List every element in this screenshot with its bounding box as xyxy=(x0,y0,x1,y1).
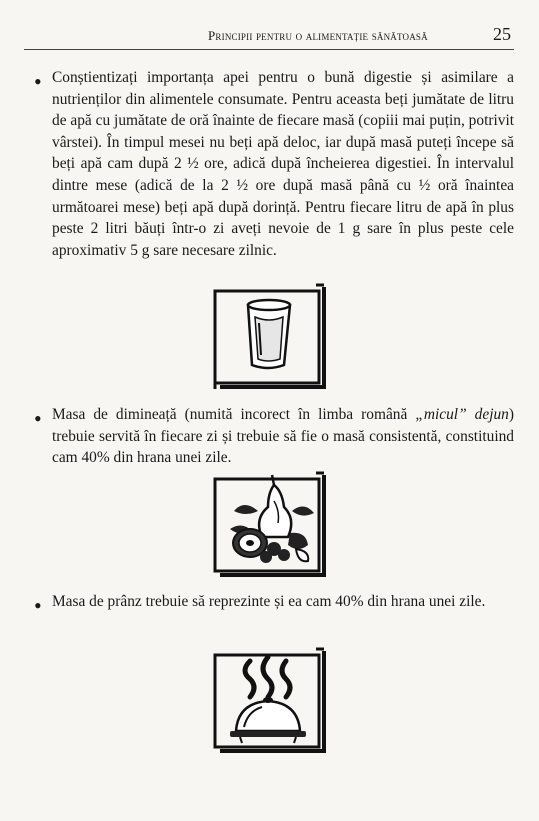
bullet-marker: • xyxy=(34,593,42,618)
bullet-marker: • xyxy=(34,69,42,94)
paragraph-lunch: Masa de prânz trebuie să reprezinte și ea cam 40% din hrana unei zile. xyxy=(52,593,486,610)
paragraph-breakfast: Masa de dimineață (numită incorect în limba română „micul” dejun) trebuie servită în fiecare zi și trebuie să fie o masă consistentă, constituind cam 40% din hrana unei zile. xyxy=(52,406,514,467)
water-glass-illustration xyxy=(212,283,330,391)
hot-dish-cloche-icon xyxy=(212,647,330,759)
header-rule xyxy=(24,49,514,50)
fruit-plate-icon xyxy=(212,471,330,581)
fruit-illustration xyxy=(212,471,330,581)
bullet-marker: • xyxy=(34,406,42,431)
water-glass-icon xyxy=(212,283,330,391)
paragraph-water: Conștientizați importanța apei pentru o bună digestie și asimilare a nutrienților din alimentele consumate. Pentru aceasta beți jumătate de litru de apă cu jumătate de oră înainte de fiecare masă (copiii mai puțin, potrivit vârstei). În timpul mesei nu beți apă deloc, iar după masă puteți începe să beți apă cam după 2 ½ ore, adică după încheierea digestiei. În intervalul dintre mese (adică de la 2 ½ ore după masă până cu ½ oră înaintea următoarei mese) beți apă după dorință. Pentru fiecare litru de apă în plus peste 2 litri băuți într-o zi aveți nevoie de 1 g sare în plus peste cele aproximativ 5 g sare necesare zilnic. xyxy=(52,69,514,259)
page-number: 25 xyxy=(493,24,511,44)
page-header xyxy=(0,22,539,50)
running-title: Principii pentru o alimentație sănătoasă xyxy=(208,28,428,43)
hot-dish-illustration xyxy=(212,647,330,759)
